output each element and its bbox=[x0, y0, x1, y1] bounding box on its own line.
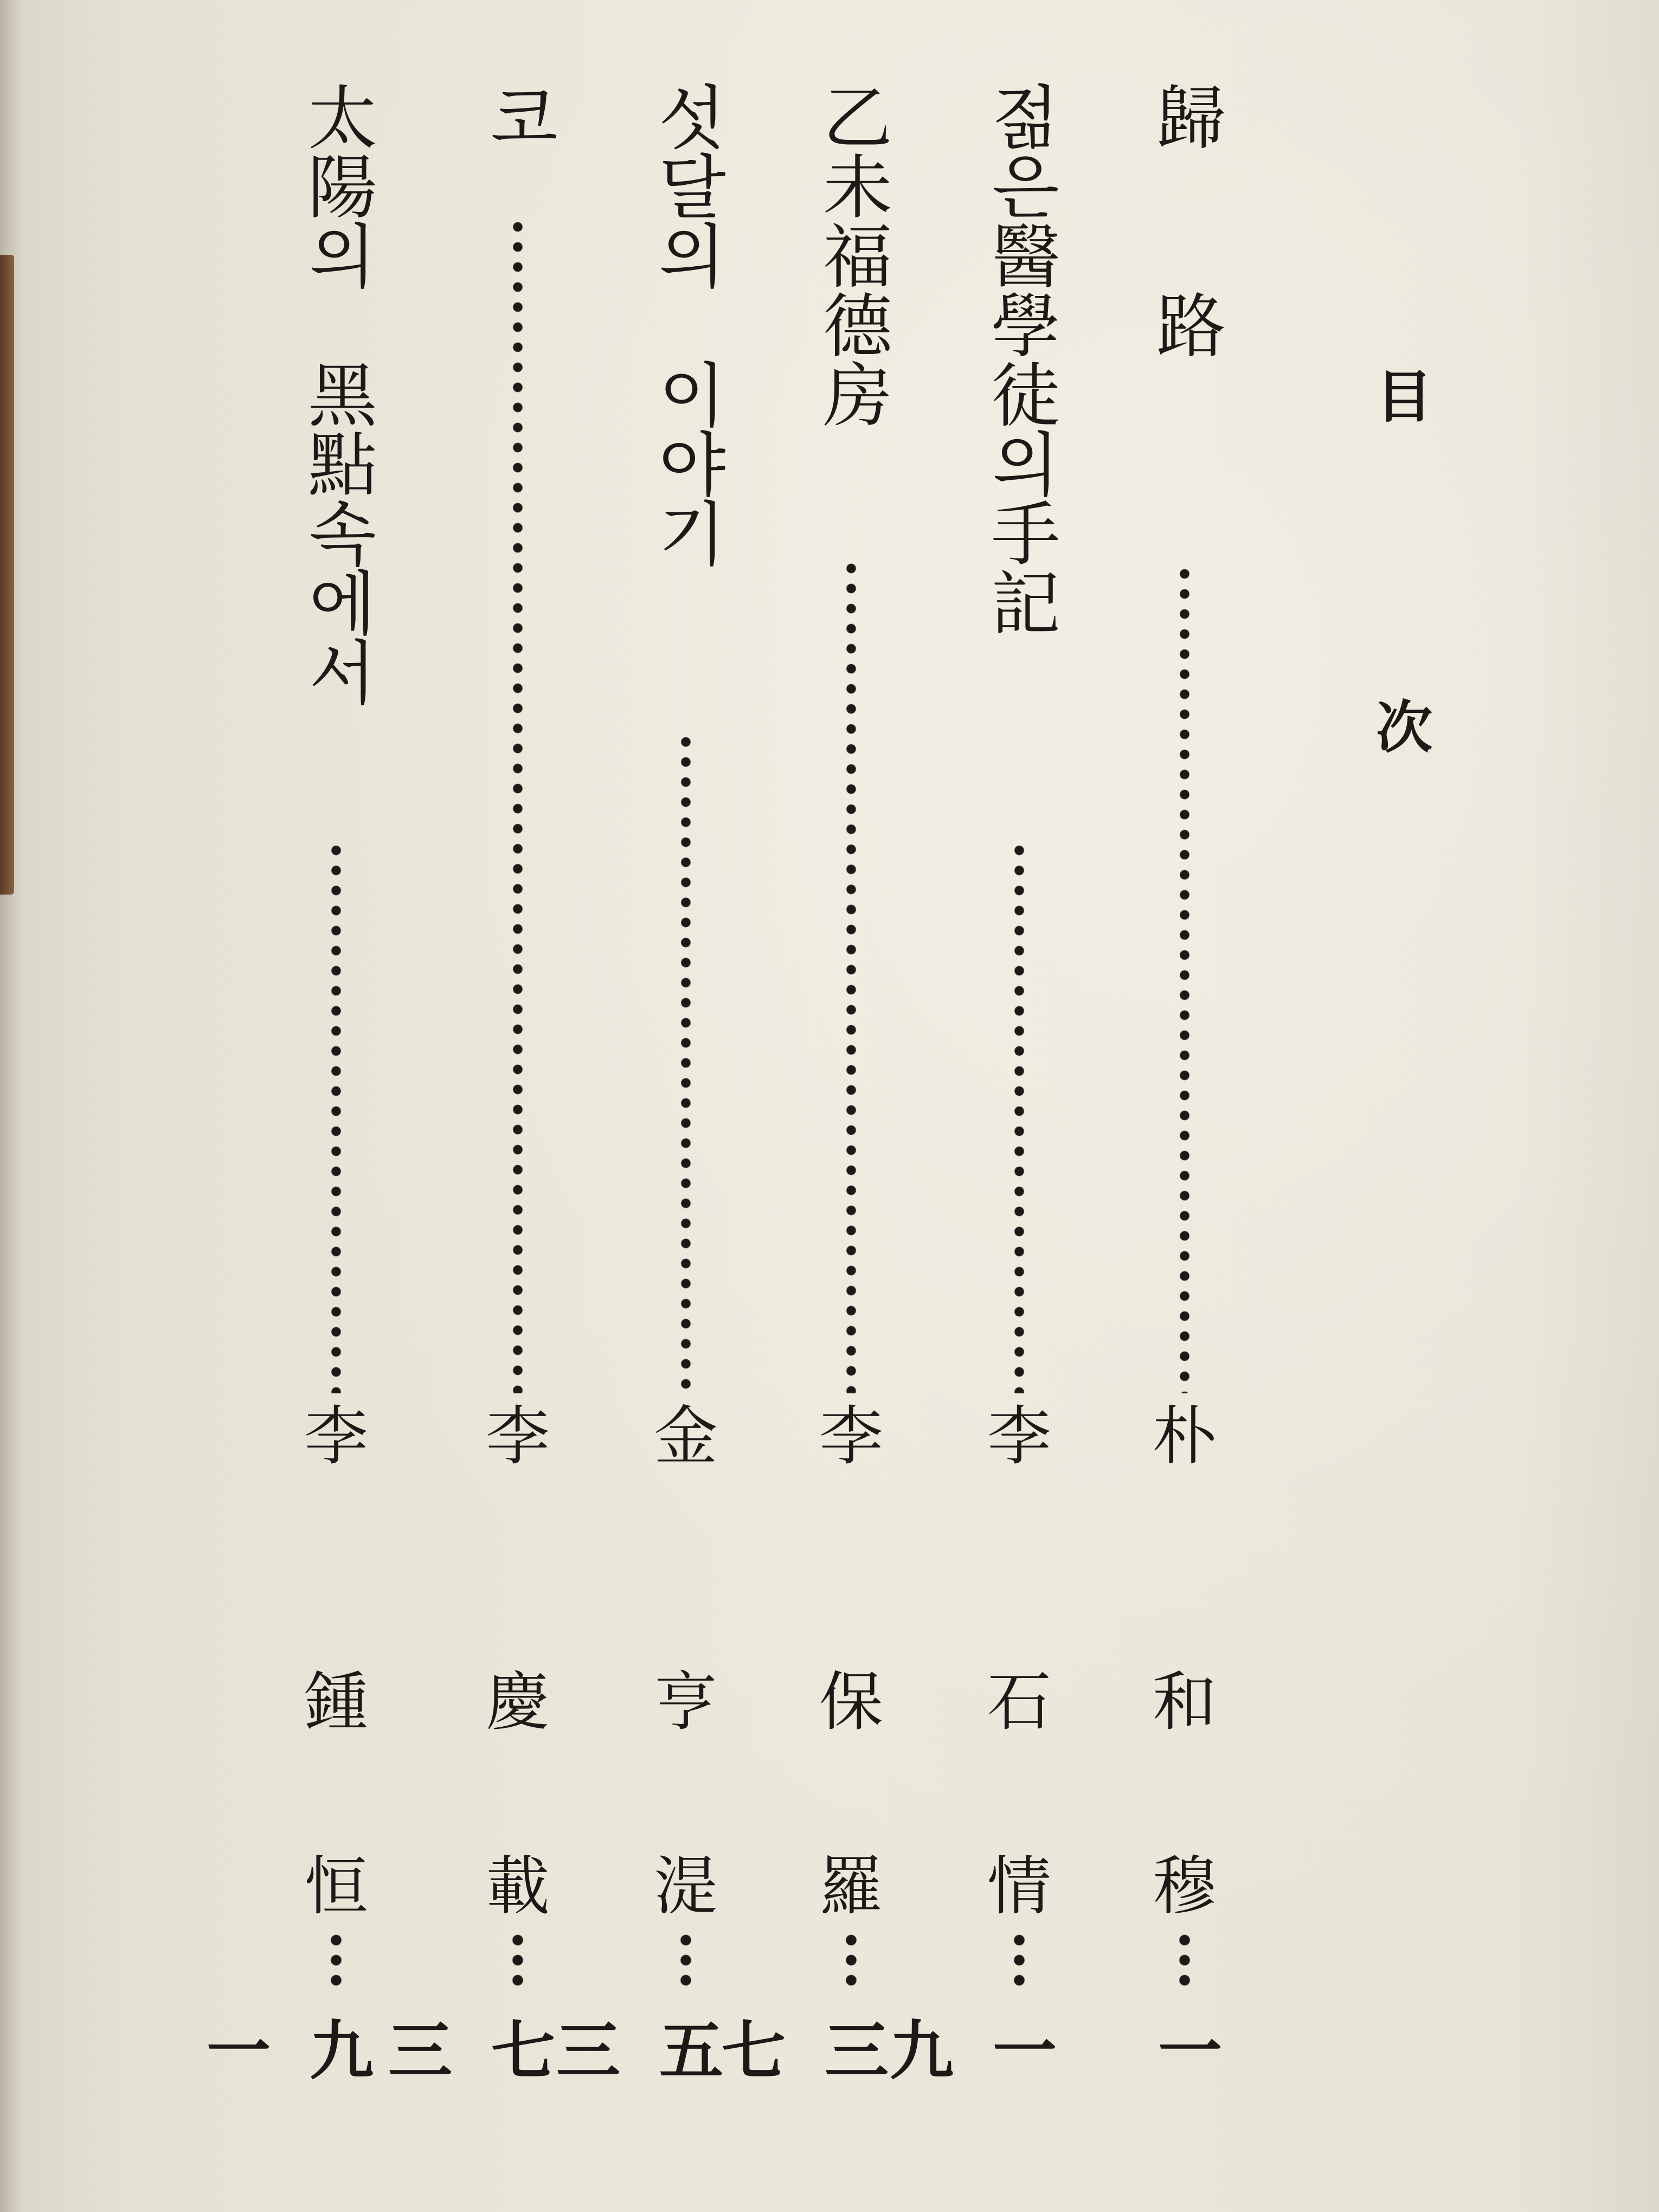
toc-entry bbox=[1133, 81, 1236, 2142]
leader-dots bbox=[1174, 564, 1195, 1393]
author-char-2: 亨 bbox=[653, 1664, 718, 1739]
author-char-1: 朴 bbox=[1152, 1399, 1217, 1474]
leader-dots-short bbox=[841, 1930, 861, 1990]
leader-dots-short bbox=[1009, 1930, 1030, 1990]
entry-title: 코 bbox=[478, 81, 558, 151]
author-char-3: 載 bbox=[485, 1849, 550, 1924]
entry-title: 섯달의 이야기 bbox=[646, 81, 726, 567]
entry-page-number: 七三 bbox=[377, 2017, 556, 2083]
leader-dots bbox=[507, 217, 528, 1393]
toc-heading-char-2: 次 bbox=[1375, 695, 1432, 761]
author-char-3: 情 bbox=[987, 1849, 1051, 1924]
entry-title: 乙未福德房 bbox=[811, 81, 892, 428]
entry-page-number: 九一 bbox=[196, 2017, 374, 2083]
leader-dots bbox=[1009, 840, 1030, 1393]
author-char-2: 石 bbox=[987, 1664, 1051, 1739]
entry-page-number: 一 bbox=[1147, 2017, 1223, 2083]
entry-title: 太陽의 黑點속에서 bbox=[296, 81, 377, 706]
author-char-1: 李 bbox=[485, 1399, 550, 1474]
toc-entry bbox=[196, 81, 388, 2142]
leader-dots-short bbox=[507, 1930, 528, 1990]
author-char-3: 穆 bbox=[1152, 1849, 1217, 1924]
author-char-3: 恒 bbox=[304, 1849, 368, 1924]
author-char-2: 鍾 bbox=[304, 1664, 368, 1739]
toc-entry bbox=[879, 81, 1071, 2142]
entry-title: 歸 路 bbox=[1144, 81, 1225, 359]
author-char-1: 金 bbox=[653, 1399, 718, 1474]
leader-dots bbox=[841, 558, 861, 1393]
author-char-3: 湜 bbox=[653, 1849, 718, 1924]
author-char-2: 慶 bbox=[485, 1664, 550, 1739]
entry-page-number: 一九 bbox=[879, 2017, 1057, 2083]
author-char-1: 李 bbox=[304, 1399, 368, 1474]
entry-page-number: 五三 bbox=[545, 2017, 724, 2083]
author-char-2: 保 bbox=[819, 1664, 883, 1739]
leader-dots-short bbox=[326, 1930, 346, 1990]
book-spine-edge bbox=[0, 255, 14, 895]
leader-dots bbox=[326, 840, 346, 1393]
author-char-3: 羅 bbox=[819, 1849, 883, 1924]
toc-entry bbox=[545, 81, 737, 2142]
leader-dots-short bbox=[1174, 1930, 1195, 1990]
leader-dots-short bbox=[676, 1930, 696, 1990]
leader-dots bbox=[676, 732, 696, 1393]
author-char-1: 李 bbox=[987, 1399, 1051, 1474]
entry-title: 젊은醫學徒의手記 bbox=[979, 81, 1060, 636]
author-char-1: 李 bbox=[819, 1399, 883, 1474]
toc-heading-char-1: 目 bbox=[1375, 364, 1432, 430]
toc-entry bbox=[711, 81, 903, 2142]
toc-entry bbox=[377, 81, 569, 2142]
author-char-2: 和 bbox=[1152, 1664, 1217, 1739]
entry-page-number: 三七 bbox=[711, 2017, 889, 2083]
